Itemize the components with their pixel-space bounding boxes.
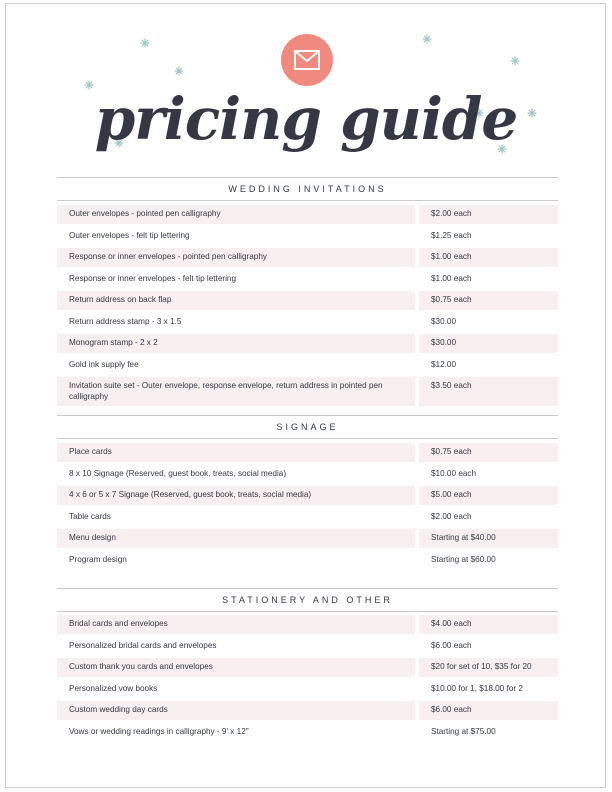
item-price: $3.50 each [419, 377, 558, 406]
item-description: Outer envelopes - felt tip lettering [69, 230, 190, 240]
table-row [57, 334, 558, 353]
item-description: Gold ink supply fee [69, 359, 139, 369]
table-row [57, 615, 558, 634]
table-row [57, 270, 558, 289]
table-row [57, 508, 558, 527]
item-price: Starting at $60.00 [431, 554, 496, 564]
item-price: $20 for set of 10, $35 for 20 [419, 658, 558, 677]
item-description: Return address stamp - 3 x 1.5 [69, 316, 182, 326]
item-description: Table cards [69, 511, 111, 521]
star-icon [510, 56, 520, 66]
item-description: 8 x 10 Signage (Reserved, guest book, treats, social media) [69, 468, 287, 478]
item-description: Invitation suite set - Outer envelope, response envelope, return address in pointed pen calligraphy [57, 377, 415, 406]
section-heading-signage: SIGNAGE [57, 415, 558, 439]
item-description: Custom wedding day cards [57, 701, 415, 720]
table-row [57, 465, 558, 484]
item-price: $1.00 each [431, 273, 472, 283]
signage-table [57, 443, 558, 572]
item-description: Response or inner envelopes - felt tip lettering [69, 273, 237, 283]
item-description: 4 x 6 or 5 x 7 Signage (Reserved, guest book, treats, social media) [57, 486, 415, 505]
item-description: Menu design [57, 529, 415, 548]
star-icon [174, 66, 184, 76]
item-price: $1.25 each [431, 230, 472, 240]
item-price: $0.75 each [419, 291, 558, 310]
table-row [57, 486, 558, 505]
item-price: $1.00 each [419, 248, 558, 267]
table-row [57, 248, 558, 267]
item-price: $10.00 for 1, $18.00 for 2 [431, 683, 523, 693]
table-row [57, 227, 558, 246]
page-title: pricing guide [94, 85, 518, 153]
table-row [57, 291, 558, 310]
table-row [57, 723, 558, 742]
stationery-table [57, 615, 558, 744]
table-row [57, 356, 558, 375]
table-row [57, 377, 558, 406]
item-price: $4.00 each [419, 615, 558, 634]
table-row [57, 313, 558, 332]
item-description: Personalized vow books [69, 683, 158, 693]
item-price: $6.00 each [431, 640, 472, 650]
item-description: Bridal cards and envelopes [57, 615, 415, 634]
item-description: Return address on back flap [57, 291, 415, 310]
table-row [57, 658, 558, 677]
item-description: Outer envelopes - pointed pen calligraphy [57, 205, 415, 224]
logo-badge [281, 34, 333, 86]
star-icon [422, 34, 432, 44]
item-description: Place cards [57, 443, 415, 462]
table-row [57, 637, 558, 656]
item-price: $5.00 each [419, 486, 558, 505]
item-price: $12.00 [431, 359, 457, 369]
item-description: Custom thank you cards and envelopes [57, 658, 415, 677]
wedding-invitations-table [57, 205, 558, 409]
table-row [57, 551, 558, 570]
item-price: $6.00 each [419, 701, 558, 720]
item-price: $30.00 [419, 334, 558, 353]
item-price: Starting at $40.00 [419, 529, 558, 548]
section-heading-wedding-invitations: WEDDING INVITATIONS [57, 177, 558, 201]
item-price: $10.00 each [431, 468, 477, 478]
item-description: Vows or wedding readings in calligraphy - 9' x 12" [69, 726, 249, 736]
table-row [57, 701, 558, 720]
item-price: $30.00 [431, 316, 457, 326]
item-description: Personalized bridal cards and envelopes [69, 640, 217, 650]
table-row [57, 529, 558, 548]
section-heading-stationery: STATIONERY AND OTHER [57, 588, 558, 612]
table-row [57, 205, 558, 224]
item-description: Monogram stamp - 2 x 2 [57, 334, 415, 353]
table-row [57, 443, 558, 462]
item-price: $0.75 each [419, 443, 558, 462]
table-row [57, 680, 558, 699]
envelope-icon [294, 50, 320, 70]
star-icon [140, 38, 150, 48]
item-price: $2.00 each [431, 511, 472, 521]
item-price: $2.00 each [419, 205, 558, 224]
item-price: Starting at $75.00 [431, 726, 496, 736]
item-description: Response or inner envelopes - pointed pen calligraphy [57, 248, 415, 267]
item-description: Program design [69, 554, 127, 564]
